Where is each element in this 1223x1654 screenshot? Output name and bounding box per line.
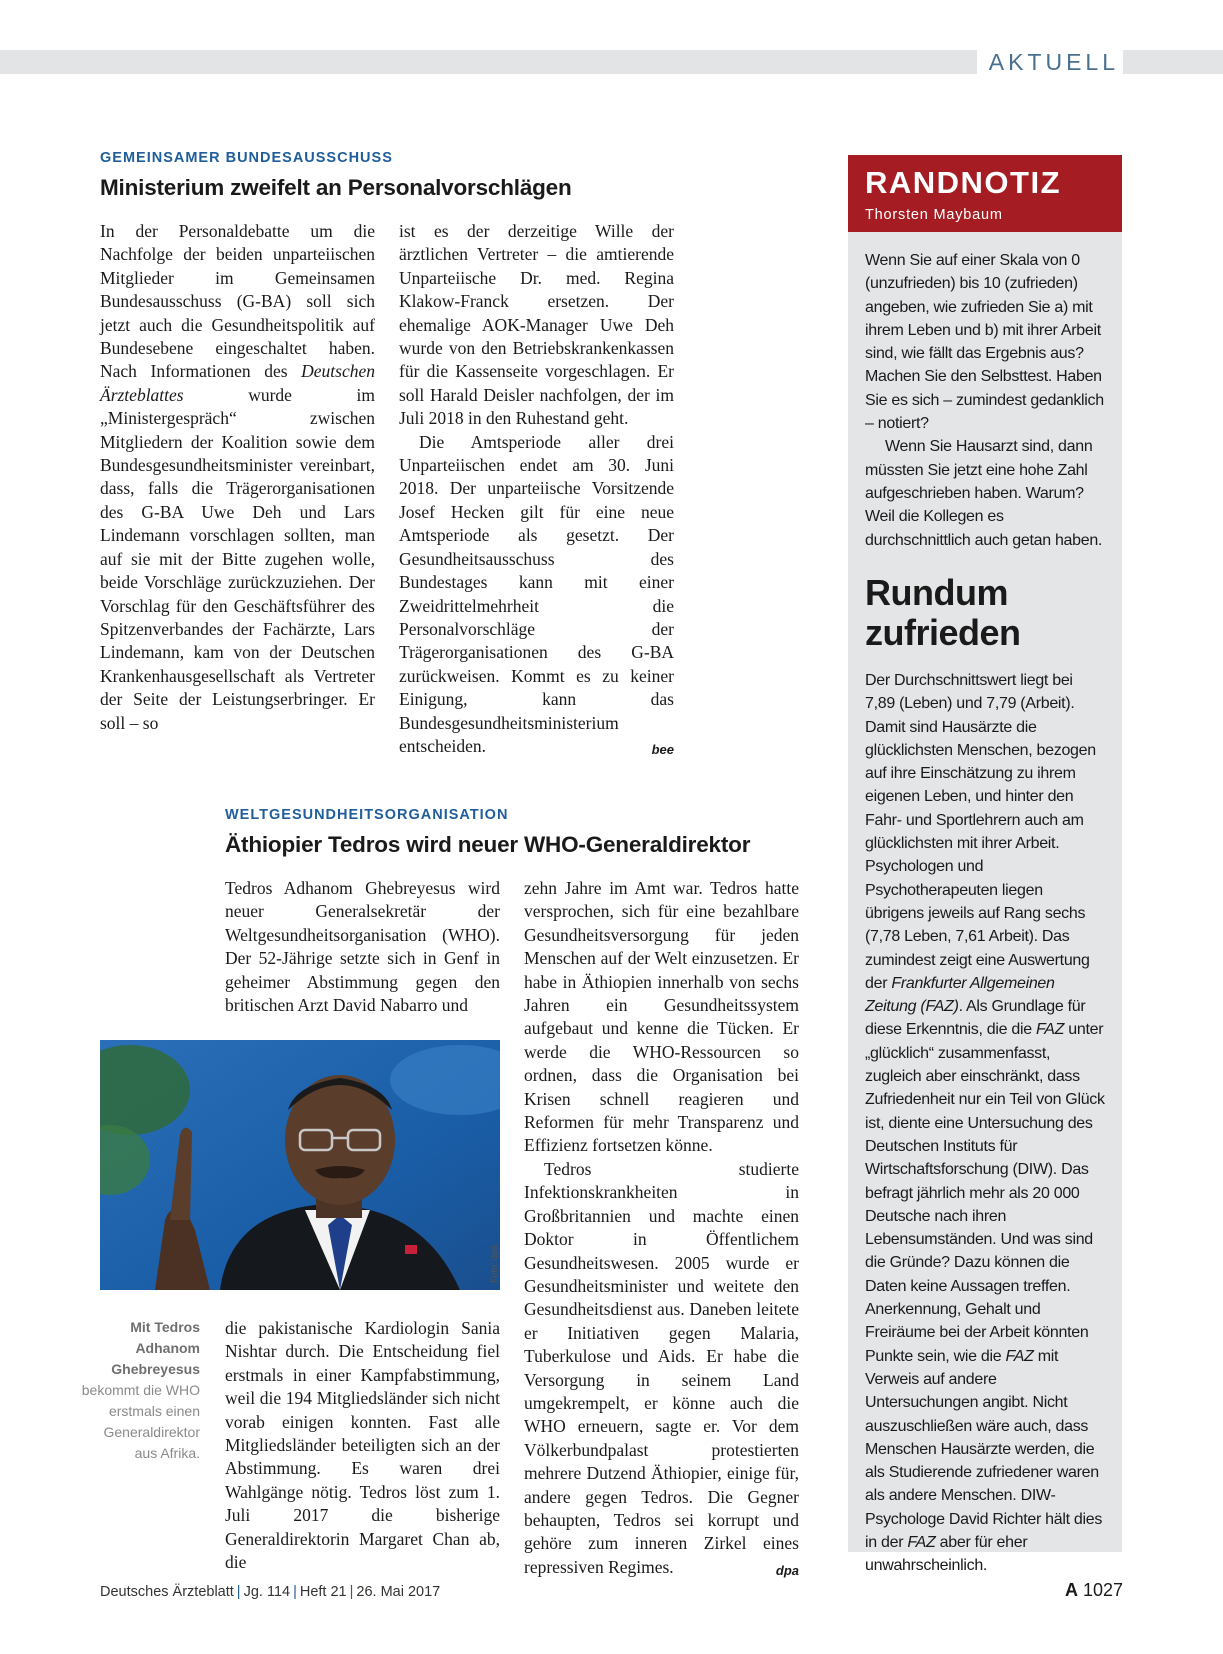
footer-separator: |: [349, 1584, 354, 1600]
randnotiz-italic: FAZ: [1005, 1347, 1034, 1365]
randnotiz-sidebar: [848, 155, 1122, 1575]
randnotiz-author: Thorsten Maybaum: [865, 207, 1003, 223]
randnotiz-text: mit Verweis auf andere Untersuchungen angibt. Nicht auszuschließen wäre auch, dass Menschen Hausärzte werden, die als Studierende zufriedener waren als andere Menschen. DIW-Psychologe David Richter hält dies in der: [865, 1347, 1103, 1551]
randnotiz-headline-line: Rundum: [865, 572, 1008, 613]
randnotiz-body: [865, 669, 1105, 1578]
randnotiz-italic: FAZ: [907, 1533, 936, 1551]
randnotiz-headline: [865, 573, 1105, 653]
article2-paragraph: zehn Jahre im Amt war. Tedros hatte versprochen, sich für eine bezahlbare Gesundheitsversorgung für jeden Menschen auf der Welt einzusetzen. Er habe in Äthiopien innerhalb von sechs Jahren ein Gesundheitssystem aufgebaut und kenne die Tücken. Er werde die WHO-Ressourcen so ordnen, dass die Organisation bei Krisen schnell reagieren und Reformen für mehr Transparenz und Effizienz fortsetzen könne.: [524, 878, 799, 1156]
footer-separator: |: [293, 1584, 297, 1600]
article1-signature: bee: [651, 741, 674, 757]
article2-paragraph: die pakistanische Kardiologin Sania Nishtar durch. Die Entscheidung fiel erstmals in einer Kampfabstimmung, weil die 194 Mitgliedsländer sich nicht vorab einigen konnten. Fast alle Mitgliedsländer beteiligten sich an der Abstimmung. Es waren drei Wahlgänge nötig. Tedros löst zum 1. Juli 2017 die bisherige Generaldirektorin Margaret Chan ab, die: [225, 1318, 500, 1573]
page-number: [1065, 1580, 1123, 1601]
photo-caption-name: Mit Tedros Adhanom Ghebreyesus: [111, 1319, 200, 1377]
footer-date: 26. Mai 2017: [356, 1584, 441, 1600]
article2-headline: Äthiopier Tedros wird neuer WHO-Generaldirektor: [225, 832, 751, 857]
page-number-value: 1027: [1082, 1580, 1123, 1600]
photo-caption: [80, 1317, 200, 1464]
randnotiz-paragraph: Wenn Sie Hausarzt sind, dann müssten Sie jetzt eine hohe Zahl aufgeschrieben haben. Warum? Weil die Kollegen es durchschnittlich auch getan haben.: [865, 438, 1103, 549]
article1-paragraph: Die Amtsperiode aller drei Unparteiischen endet am 30. Juni 2018. Der unparteiische Vorsitzende Josef Hecken gilt für eine neue Amtsperiode als gesetzt. Der Gesundheitsausschuss des Bundestages kann mit einer Zweidrittelmehrheit die Personalvorschläge der Trägerorganisationen des G-BA zurückweisen. Kommt es zu keiner Einigung, kann das Bundesgesundheitsministerium entscheiden.: [399, 431, 674, 756]
article1-headline: Ministerium zweifelt an Personalvorschlägen: [100, 175, 572, 200]
randnotiz-headline-line: zufrieden: [865, 612, 1021, 653]
article1-kicker: GEMEINSAMER BUNDESAUSSCHUSS: [100, 150, 393, 166]
footer-volume: Jg. 114: [243, 1584, 291, 1600]
article1-text: In der Personaldebatte um die Nachfolge der beiden unparteiischen Mitglieder im Gemeinsamen Bundesausschuss (G-BA) soll sich jetzt auch die Gesundheitspolitik auf Bundesebene eingeschaltet haben. Nach Informationen des: [100, 221, 375, 382]
randnotiz-paragraph: Wenn Sie auf einer Skala von 0 (unzufrieden) bis 10 (zufrieden) angeben, wie zufrieden Sie a) mit ihrem Leben und b) mit ihrer Arbeit sind, wie fällt das Ergebnis aus? Machen Sie den Selbsttest. Haben Sie es sich – zumindest gedanklich – notiert?: [865, 252, 1104, 433]
article1-paragraph: ist es der derzeitige Wille der ärztlichen Vertreter – die amtierende Unparteiische Dr. med. Regina Klakow-Franck ersetzen. Der ehemalige AOK-Manager Uwe Deh wurde von den Betriebskrankenkassen für die Kassenseite vorgeschlagen. Er soll Harald Deisler nachfolgen, der im Juli 2018 in den Ruhestand geht.: [399, 221, 674, 429]
article2-kicker: WELTGESUNDHEITSORGANISATION: [225, 807, 509, 823]
randnotiz-italic: FAZ: [1035, 1021, 1065, 1039]
article2-column-1-bottom: [225, 1317, 500, 1574]
randnotiz-italic: Frankfurter Allgemeinen Zeitung (FAZ): [865, 974, 1055, 1016]
article2-column-1-top: [225, 877, 500, 1017]
article1-italic: Deutschen Ärzteblattes: [100, 361, 375, 405]
article1-column-1: [100, 220, 375, 735]
page-prefix: A: [1064, 1580, 1078, 1600]
section-label: AKTUELL: [977, 49, 1123, 75]
photo-credit: [489, 1269, 525, 1283]
footer-issue: Heft 21: [299, 1584, 347, 1600]
randnotiz-header: [848, 155, 1122, 232]
article2-column-2: [524, 877, 799, 1582]
footer-journal: Deutsches Ärzteblatt: [100, 1584, 234, 1600]
photo-caption-text: bekommt die WHO erstmals einen Generaldirektor aus Afrika.: [81, 1382, 200, 1461]
portrait-photo: [100, 1040, 500, 1290]
article1-column-2: [399, 220, 674, 761]
randnotiz-text: unter „glücklich“ zusammenfasst, zugleich aber einschränkt, dass Zufriedenheit nur ein Teil von Glück ist, diente eine Untersuchung des Deutschen Instituts für Wirtschaftsforschung (DIW). Das befragt jährlich mehr als 20 000 Deutsche nach ihren Lebensumständen. Und was sind die Gründe? Dazu können die Daten keine Aussagen treffen. Anerkennung, Gehalt und Freiräume bei der Arbeit könnten Punkte sein, wie die: [865, 1021, 1105, 1365]
randnotiz-text: . Als Grundlage für diese Erkenntnis, die die: [865, 998, 1086, 1039]
article2-paragraph: Tedros studierte Infektionskrankheiten in Großbritannien und machte einen Doktor in Öffentlichem Gesundheitswesen. 2005 wurde er Gesundheitsminister und weitete den Gesundheitsdienst aus. Daneben leitete er Initiativen gegen Malaria, Tuberkulose und Aids. Er habe die Versorgung in seinem Land umgekrempelt, er könne auch die WHO erneuern, sagte er. Vor dem Völkerbundpalast protestierten mehrere Dutzend Äthiopier, einige für, andere gegen Tedros. Die Gegner behaupten, Tedros sei korrupt und gehöre zum inneren Zirkel eines repressiven Regimes.: [524, 1158, 799, 1577]
randnotiz-intro: [865, 249, 1105, 552]
article2-signature: dpa: [775, 1562, 799, 1578]
article2-paragraph: Tedros Adhanom Ghebreyesus wird neuer Generalsekretär der Weltgesundheitsorganisation (WHO). Der 52-Jährige setzte sich in Genf in geheimer Abstimmung gegen den britischen Arzt David Nabarro und: [225, 878, 500, 1016]
randnotiz-text: Der Durchschnittswert liegt bei 7,89 (Leben) und 7,79 (Arbeit). Damit sind Hausärzte die glücklichsten Menschen, bezogen auf ihre Einschätzung zu ihrem eigenen Leben, und hinter den Fahr- und Sportlehrern auch am glücklichsten mit ihrer Arbeit. Psychologen und Psychotherapeuten liegen übrigens jeweils auf Rang sechs (7,78 Leben, 7,61 Arbeit). Das zumindest zeigt eine Auswertung der: [865, 672, 1096, 992]
footer-separator: |: [236, 1584, 241, 1600]
footer-citation: [100, 1584, 440, 1600]
portrait-photo-illustration: [100, 1040, 500, 1290]
randnotiz-title: RANDNOTIZ: [865, 165, 1062, 200]
article1-text: wurde im „Ministergespräch“ zwischen Mitgliedern der Koalition sowie dem Bundesgesundheitsminister vereinbart, dass, falls die Trägerorganisationen des G-BA Uwe Deh und Lars Lindemann vorschlagen sollten, man auf sie mit der Bitte zugehen wolle, beide Vorschläge zurückzuziehen. Der Vorschlag für den Geschäftsführer des Spitzenverbandes der Fachärzte, Lars Lindemann, kam von der Deutschen Krankenhausgesellschaft als Vertreter der Seite der Leistungserbringer. Er soll – so: [100, 384, 375, 733]
randnotiz-text: aber für eher unwahrscheinlich.: [865, 1533, 1028, 1575]
